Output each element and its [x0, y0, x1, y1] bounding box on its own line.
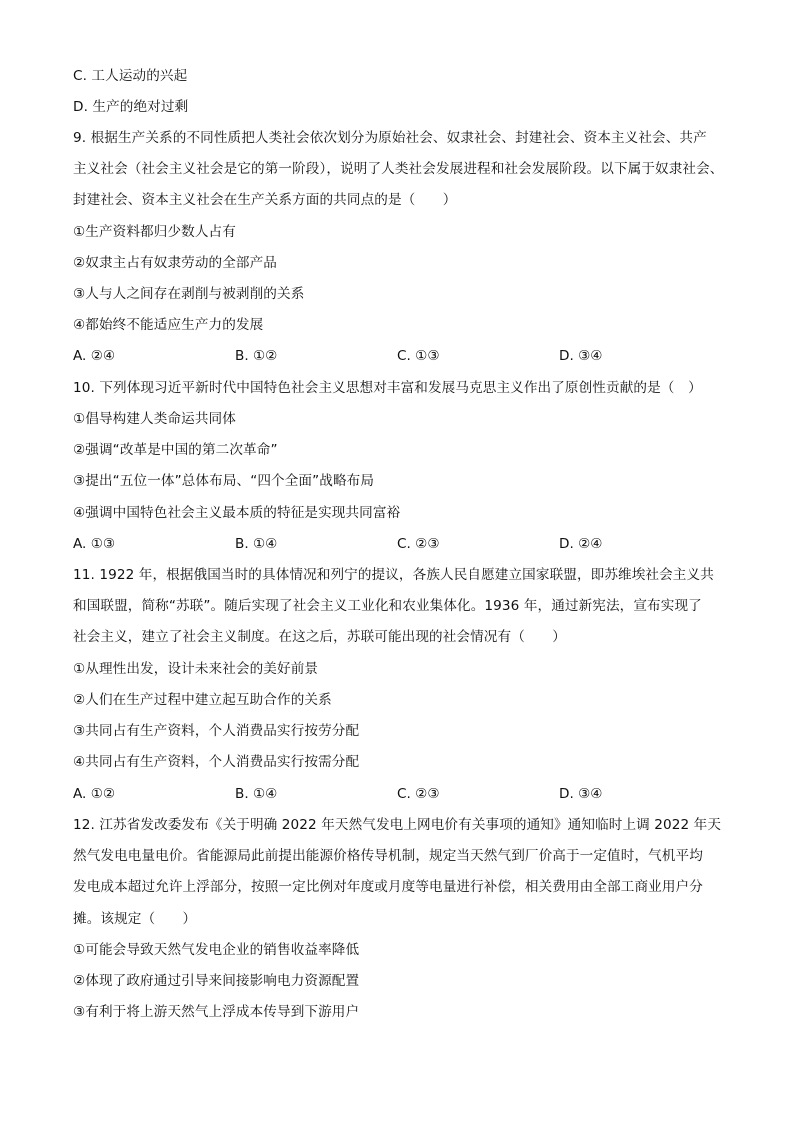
q12-item-1: ①可能会导致天然气发电企业的销售收益率降低 — [73, 942, 360, 958]
q9-option-d: D. ③④ — [559, 348, 603, 364]
q10-item-1: ①倡导构建人类命运共同体 — [73, 411, 236, 427]
q12-item-2: ②体现了政府通过引导来间接影响电力资源配置 — [73, 973, 360, 989]
q11-options — [73, 785, 733, 803]
q9-option-b: B. ①② — [235, 348, 278, 364]
q10-option-a: A. ①③ — [73, 536, 116, 552]
q10-item-3: ③提出“五位一体”总体布局、“四个全面”战略布局 — [73, 473, 375, 489]
q11-item-1: ①从理性出发，设计未来社会的美好前景 — [73, 661, 319, 677]
q10-stem-line-1: 10. 下列体现习近平新时代中国特色社会主义思想对丰富和发展马克思主义作出了原创性贡献的是（ ） — [73, 380, 702, 396]
q10-options — [73, 535, 733, 553]
q11-stem-line-1: 11. 1922 年，根据俄国当时的具体情况和列宁的提议，各族人民自愿建立国家联盟，即苏维埃社会主义共 — [73, 567, 714, 583]
q12-stem-line-2: 然气发电电量电价。省能源局此前提出能源价格传导机制，规定当天然气到厂价高于一定值时，气机平均 — [73, 848, 703, 864]
q9-options — [73, 347, 733, 365]
q9-item-2: ②奴隶主占有奴隶劳动的全部产品 — [73, 255, 277, 271]
q12-item-3: ③有利于将上游天然气上浮成本传导到下游用户 — [73, 1004, 360, 1020]
q11-option-a: A. ①② — [73, 786, 116, 802]
q10-option-c: C. ②③ — [397, 536, 440, 552]
q9-option-a: A. ②④ — [73, 348, 116, 364]
q10-option-b: B. ①④ — [235, 536, 278, 552]
q10-item-4: ④强调中国特色社会主义最本质的特征是实现共同富裕 — [73, 505, 401, 521]
q11-option-c: C. ②③ — [397, 786, 440, 802]
q9-item-3: ③人与人之间存在剥削与被剥削的关系 — [73, 286, 305, 302]
q11-option-b: B. ①④ — [235, 786, 278, 802]
q10-item-2: ②强调“改革是中国的第二次革命” — [73, 442, 278, 458]
q11-item-4: ④共同占有生产资料，个人消费品实行按需分配 — [73, 754, 360, 770]
q9-item-1: ①生产资料都归少数人占有 — [73, 224, 236, 240]
q11-item-3: ③共同占有生产资料，个人消费品实行按劳分配 — [73, 723, 360, 739]
q11-stem-line-2: 和国联盟，简称“苏联”。随后实现了社会主义工业化和农业集体化。1936 年，通过新宪法，宣布实现了 — [73, 598, 702, 614]
q9-stem-line-3: 封建社会、资本主义社会在生产关系方面的共同点的是（ ） — [73, 192, 457, 208]
q12-stem-line-3: 发电成本超过允许上浮部分，按照一定比例对年度或月度等电量进行补偿，相关费用由全部工商业用户分 — [73, 879, 703, 895]
q12-stem-line-4: 摊。该规定（ ） — [73, 911, 197, 927]
q10-option-d: D. ②④ — [559, 536, 603, 552]
q11-option-d: D. ③④ — [559, 786, 603, 802]
q9-stem-line-1: 9. 根据生产关系的不同性质把人类社会依次划分为原始社会、奴隶社会、封建社会、资本主义社会、共产 — [73, 130, 707, 146]
q11-stem-line-3: 社会主义，建立了社会主义制度。在这之后，苏联可能出现的社会情况有（ ） — [73, 629, 566, 645]
q12-stem-line-1: 12. 江苏省发改委发布《关于明确 2022 年天然气发电上网电价有关事项的通知》通知临时上调 2022 年天 — [73, 817, 722, 833]
q8-option-d: D. 生产的绝对过剩 — [73, 99, 189, 115]
q9-option-c: C. ①③ — [397, 348, 440, 364]
q9-item-4: ④都始终不能适应生产力的发展 — [73, 317, 264, 333]
q9-stem-line-2: 主义社会（社会主义社会是它的第一阶段），说明了人类社会发展进程和社会发展阶段。以下属于奴隶社会、 — [73, 161, 724, 177]
q8-option-c: C. 工人运动的兴起 — [73, 68, 188, 84]
q11-item-2: ②人们在生产过程中建立起互助合作的关系 — [73, 692, 332, 708]
